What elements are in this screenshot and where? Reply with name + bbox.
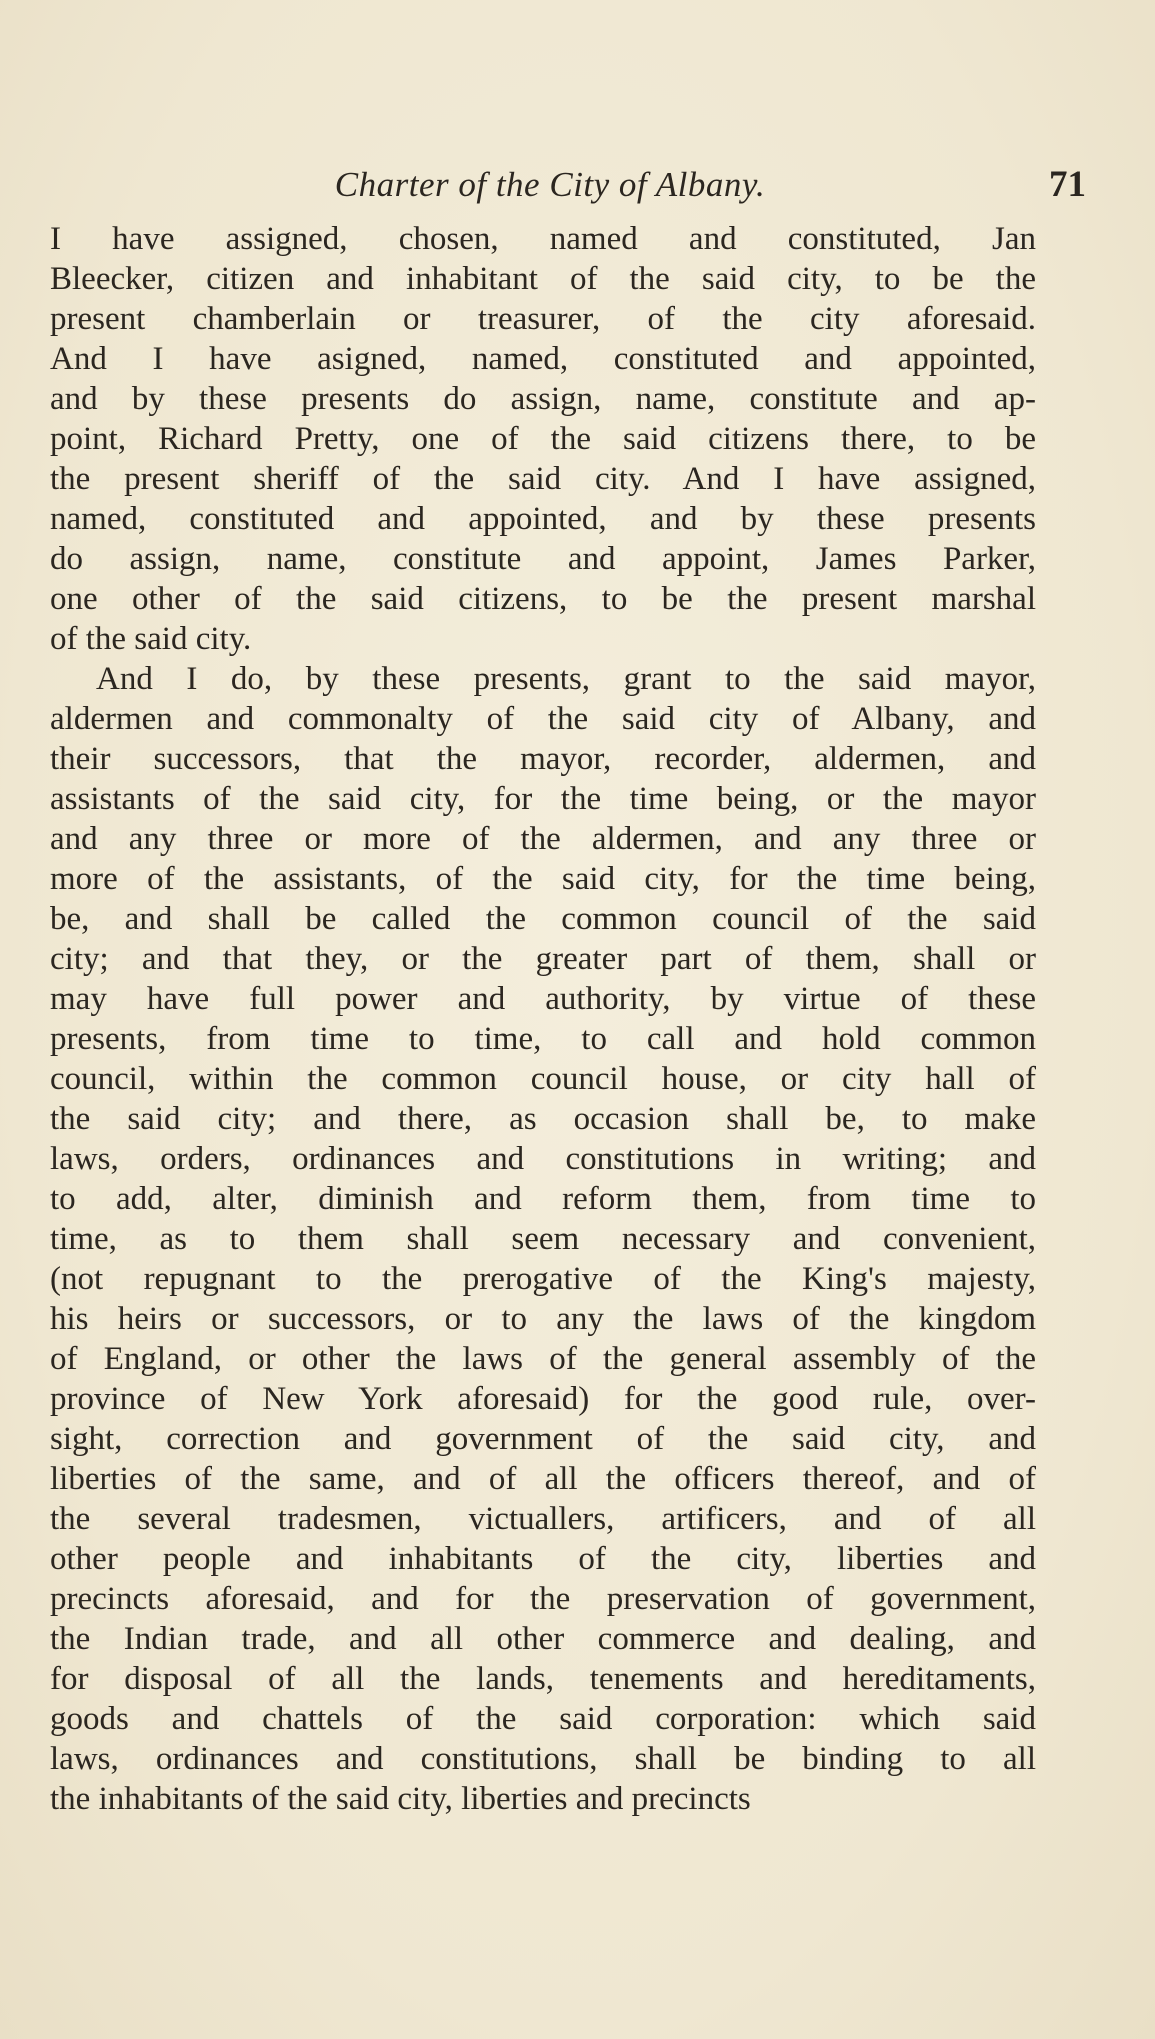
text-line: goods and chattels of the said corporation: which said [50, 1701, 1036, 1737]
text-line: presents, from time to time, to call and hold common [50, 1021, 1036, 1057]
text-line: be, and shall be called the common council of the said [50, 901, 1036, 937]
text-line: precincts aforesaid, and for the preservation of government, [50, 1581, 1036, 1617]
text-line: the inhabitants of the said city, liberties and precincts [50, 1781, 751, 1817]
page-number: 71 [1049, 164, 1086, 205]
text-line: other people and inhabitants of the city, liberties and [50, 1541, 1036, 1577]
text-line: province of New York aforesaid) for the good rule, over- [50, 1381, 1036, 1417]
text-line: laws, ordinances and constitutions, shall be binding to all [50, 1741, 1036, 1777]
text-line: of the said city. [50, 621, 252, 657]
text-line: point, Richard Pretty, one of the said citizens there, to be [50, 421, 1036, 457]
text-line: the said city; and there, as occasion shall be, to make [50, 1101, 1036, 1137]
page-header [50, 160, 1086, 210]
text-line: and any three or more of the aldermen, and any three or [50, 821, 1036, 857]
running-title: Charter of the City of Albany. [334, 165, 766, 204]
text-line: city; and that they, or the greater part of them, shall or [50, 941, 1036, 977]
text-line: council, within the common council house, or city hall of [50, 1061, 1036, 1097]
text-line: his heirs or successors, or to any the laws of the kingdom [50, 1301, 1036, 1337]
text-line: sight, correction and government of the said city, and [50, 1421, 1036, 1457]
text-line: of England, or other the laws of the general assembly of the [50, 1341, 1036, 1377]
text-line: to add, alter, diminish and reform them, from time to [50, 1181, 1036, 1217]
text-line: assistants of the said city, for the time being, or the mayor [50, 781, 1036, 817]
text-line: the Indian trade, and all other commerce and dealing, and [50, 1621, 1036, 1657]
text-line: laws, orders, ordinances and constitutions in writing; and [50, 1141, 1036, 1177]
text-line: named, constituted and appointed, and by these presents [50, 501, 1036, 537]
text-line: for disposal of all the lands, tenements and hereditaments, [50, 1661, 1036, 1697]
text-line: Bleecker, citizen and inhabitant of the said city, to be the [50, 261, 1036, 297]
text-line: their successors, that the mayor, recorder, aldermen, and [50, 741, 1036, 777]
text-line: And I have asigned, named, constituted and appointed, [50, 341, 1036, 377]
text-line: one other of the said citizens, to be the present marshal [50, 581, 1036, 617]
body-text [50, 219, 1036, 1819]
text-line: And I do, by these presents, grant to the said mayor, [96, 661, 1036, 697]
text-line: more of the assistants, of the said city, for the time being, [50, 861, 1036, 897]
text-line: and by these presents do assign, name, constitute and ap- [50, 381, 1036, 417]
text-line: the several tradesmen, victuallers, artificers, and of all [50, 1501, 1036, 1537]
text-line: may have full power and authority, by virtue of these [50, 981, 1036, 1017]
text-line: do assign, name, constitute and appoint, James Parker, [50, 541, 1036, 577]
text-line: liberties of the same, and of all the officers thereof, and of [50, 1461, 1036, 1497]
text-line: I have assigned, chosen, named and constituted, Jan [50, 221, 1036, 257]
text-line: (not repugnant to the prerogative of the King's majesty, [50, 1261, 1036, 1297]
text-line: present chamberlain or treasurer, of the city aforesaid. [50, 301, 1036, 337]
text-line: the present sheriff of the said city. And I have assigned, [50, 461, 1036, 497]
text-line: aldermen and commonalty of the said city of Albany, and [50, 701, 1036, 737]
text-line: time, as to them shall seem necessary and convenient, [50, 1221, 1036, 1257]
